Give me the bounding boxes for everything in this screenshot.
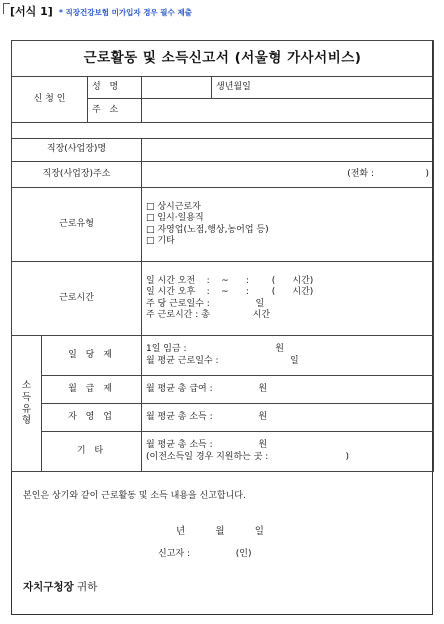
self-employed-label: 자 영 업 (42, 404, 142, 432)
birth-date-label: 생년월일 (216, 81, 251, 92)
phone-text: (전화 : ) (347, 168, 430, 179)
work-hours-line: 일 시간 오후 : ~ : ( 시간) (146, 287, 314, 298)
spacer-row (12, 123, 434, 139)
other-income-line: 월 평균 총 소득 : 원 (146, 440, 268, 451)
declaration-text: 본인은 상기와 같이 근로활동 및 소득 내용을 신고합니다. (23, 491, 246, 501)
report-date: 년 월 일 (176, 526, 264, 537)
recipient (23, 579, 97, 594)
daily-wage-label: 일 당 제 (42, 336, 142, 376)
declaration-section (11, 474, 433, 615)
work-type-option[interactable]: □ 상시근로자 (146, 202, 201, 212)
workplace-address-field[interactable] (142, 162, 434, 188)
address-field[interactable] (142, 99, 434, 123)
work-hours-fields[interactable] (142, 262, 434, 336)
applicant-label: 신 청 인 (12, 77, 88, 123)
monthly-salary-label: 월 급 제 (42, 376, 142, 404)
work-hours-line: 주 근로시간 : 총 시간 (146, 309, 271, 320)
form-header (10, 3, 192, 19)
recipient-title: 자치구청장 (23, 581, 74, 593)
recipient-suffix: 귀하 (73, 581, 98, 593)
self-employed-field[interactable]: 월 평균 총 소득 : 원 (142, 404, 434, 432)
work-type-option[interactable]: □ 기타 (146, 235, 175, 246)
other-income-line: (이전소득일 경우 지원하는 곳 : ) (146, 451, 350, 462)
other-income-fields[interactable] (142, 432, 434, 472)
work-hours-label: 근로시간 (12, 262, 142, 336)
birth-date-field[interactable] (212, 77, 434, 99)
daily-wage-fields[interactable] (142, 336, 434, 376)
name-field[interactable] (142, 77, 212, 99)
work-hours-line: 일 시간 오전 : ~ : ( 시간) (146, 276, 314, 286)
work-type-option[interactable]: □ 자영업(노점,행상,농어업 등) (146, 224, 269, 235)
income-type-label: 소 득 유 형 (12, 336, 42, 472)
form-title: 근로활동 및 소득신고서 (서울형 가사서비스) (12, 41, 434, 77)
workplace-name-field[interactable] (142, 139, 434, 162)
workplace-address-label: 직장(사업장)주소 (12, 162, 142, 188)
work-type-option[interactable]: □ 임시·일용직 (146, 213, 204, 224)
income-report-form (11, 40, 434, 472)
work-type-label: 근로유형 (12, 188, 142, 262)
address-label: 주 소 (88, 99, 142, 123)
name-label: 성 명 (88, 77, 142, 99)
work-hours-line: 주 당 근로일수 : 일 (146, 298, 265, 309)
monthly-salary-field[interactable]: 월 평균 총 급여 : 원 (142, 376, 434, 404)
submission-note: * 직장건강보험 미가입자 경우 필수 제출 (58, 8, 192, 17)
other-income-label: 기 타 (42, 432, 142, 472)
corner-mark (3, 3, 10, 14)
daily-wage-line: 월 평균 근로일수 : 일 (146, 355, 299, 366)
workplace-name-label: 직장(사업장)명 (12, 139, 142, 162)
daily-wage-line: 1일 임금 : 원 (146, 344, 284, 355)
form-number: [서식 1] (10, 5, 53, 18)
applicant-signature: 신고자 : (인) (158, 549, 252, 559)
work-type-options (142, 188, 434, 262)
